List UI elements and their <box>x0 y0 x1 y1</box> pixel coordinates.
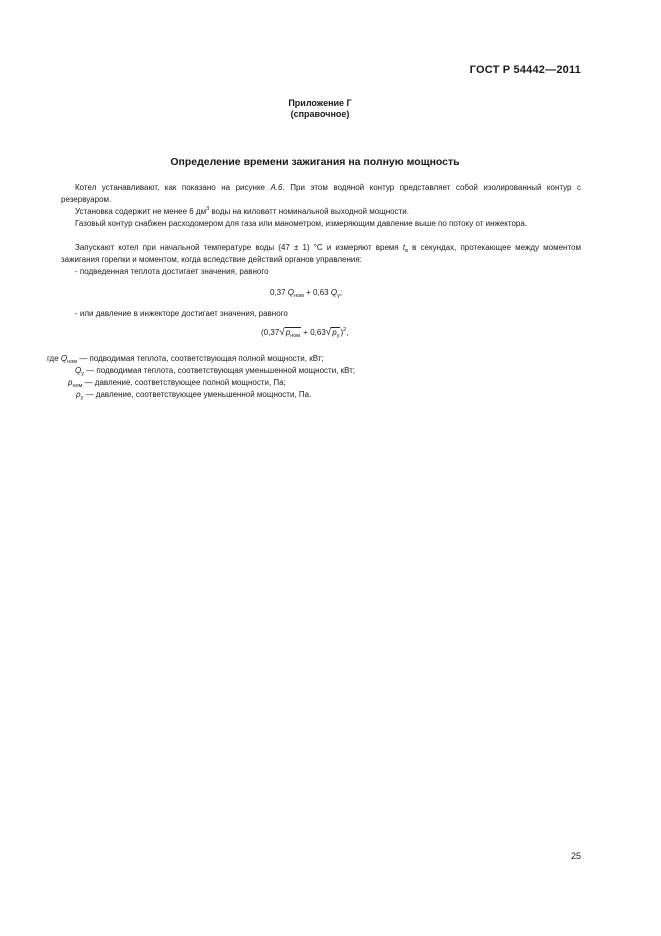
page-number: 25 <box>570 851 581 861</box>
legend-item: $\rho_у$ — давление, соответствующее уменьшенной мощности, Па. <box>76 390 312 401</box>
paragraph-2: Установка содержит не менее 6 $дм^3$ воды на киловатт номинальной выходной мощности. <box>75 206 409 216</box>
appendix-title: Приложение Г <box>288 98 352 108</box>
paragraph-5: - подведенная теплота достигает значения, равного <box>75 267 269 276</box>
paragraph-6: - или давление в инжекторе достигает значения, равного <box>75 309 288 318</box>
legend-item: $Q_у$ — подводимая теплота, соответствующая уменьшенной мощности, кВт; <box>75 366 356 377</box>
paragraph-4: Запускают котел при начальной температуре воды (47 ± 1) °С и измеряют время $t_в$ в секундах, протекающее между моментом зажигания горелки и моментом, когда вследствие действий органов управления: <box>61 243 581 264</box>
sqrt-icon: √ <box>325 327 332 338</box>
sqrt-icon: √ <box>279 327 285 338</box>
document-code: ГОСТ Р 54442—2011 <box>469 64 581 76</box>
legend-item: где $Q_{ном}$ — подводимая теплота, соответствующая полной мощности, кВт; <box>47 354 324 365</box>
formula-pressure: $(0,37√p_{ном} + 0,63√p_у)^2$, <box>261 327 349 339</box>
appendix-subtitle: (справочное) <box>290 109 350 119</box>
legend-item: $p_{ном}$ — давление, соответствующее полной мощности, Па; <box>68 378 286 389</box>
paragraph-3: Газовый контур снабжен расходомером для газа или манометром, измеряющим давление выше по потоку от инжектора. <box>75 219 528 228</box>
section-title: Определение времени зажигания на полную мощность <box>170 156 460 168</box>
paragraph-1: Котел устанавливают, как показано на рисунке А.6. При этом водяной контур представляет собой изолированный контур с резервуаром. <box>61 183 581 204</box>
legend-prefix: где <box>47 354 59 363</box>
formula-heat: 0,37 $Q_{ном} + 0,63$ $Q_у$; <box>270 288 343 299</box>
